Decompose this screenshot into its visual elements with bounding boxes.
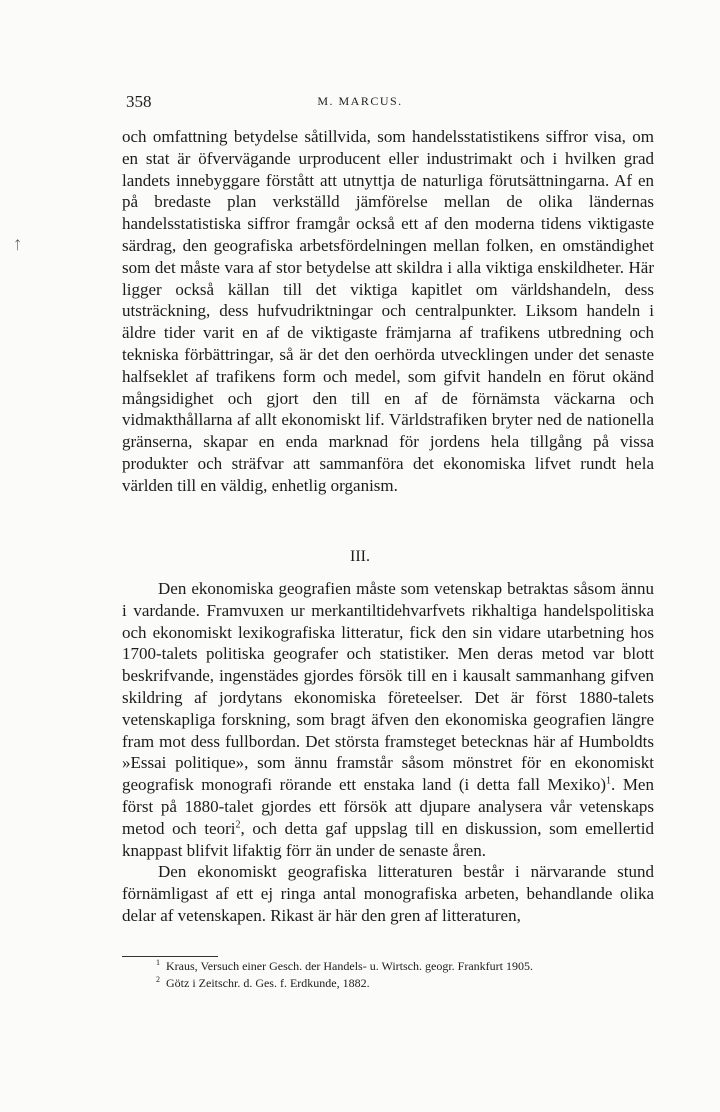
paragraph-2-part-2: . Men först på 1880-talet gjordes ett försök att djupare analysera vår vetenskaps metod och teori bbox=[122, 775, 654, 838]
paragraph-2-part-1: Den ekonomiska geografien måste som vetenskap betraktas såsom ännu i vardande. Framvuxen ur merkantiltidehvarfvets rikhaltiga handelspolitiska och ekonomiskt lexikografiska litteratur, fick den sin vidare utarbetning hos 1700-talets politiska geografer och statistiker. Men deras metod var blott beskrifvande, ingenstädes gjordes försök till en i kausalt sammanhang gifven skildring af jordytans ekonomiska företeelser. Det är först 1880-talets vetenskapliga forskning, som bragt äfven den ekonomiska geografien längre fram mot dess fullbordan. Det största framsteget betecknas här af Humboldts »Essai politique», som ännu framstår såsom mönstret för en ekonomiskt geografisk monografi rörande ett enstaka land (i detta fall Mexiko) bbox=[122, 579, 654, 795]
margin-mark: ᛏ bbox=[14, 238, 22, 252]
footnote-marker: 1 bbox=[156, 958, 160, 967]
footnote-1 bbox=[156, 958, 656, 975]
footnote-divider bbox=[122, 956, 218, 957]
page-number: 358 bbox=[126, 92, 152, 111]
paragraph-2 bbox=[122, 578, 654, 861]
footnote-text: Kraus, Versuch einer Gesch. der Handels- u. Wirtsch. geogr. Frankfurt 1905. bbox=[166, 959, 533, 973]
footnote-text: Götz i Zeitschr. d. Ges. f. Erdkunde, 1882. bbox=[166, 976, 370, 990]
paragraph-2-part-3: , och detta gaf uppslag till en diskussion, som emellertid knappast blifvit lifaktig förr än under de senaste åren. bbox=[122, 818, 654, 860]
body-text-top bbox=[122, 126, 654, 497]
body-text-bottom bbox=[122, 578, 654, 927]
footnote-reference-2: 2 bbox=[235, 819, 241, 831]
footnote-2 bbox=[156, 975, 656, 992]
running-head: M. MARCUS. bbox=[317, 94, 403, 108]
footnotes bbox=[156, 958, 656, 992]
footnote-marker: 2 bbox=[156, 975, 160, 984]
footnote-reference-1: 1 bbox=[606, 775, 612, 787]
section-heading: III. bbox=[350, 548, 370, 565]
paragraph-3: Den ekonomiskt geografiska litteraturen består i närvarande stund förnämligast af ett ej ringa antal monografiska arbeten, behandlande olika delar af vetenskapen. Rikast är här den gren af litteraturen, bbox=[122, 862, 654, 925]
paragraph-1: och omfattning betydelse såtillvida, som handelsstatistikens siffror visa, om en stat är öfvervägande urproducent eller industrimakt och i hvilken grad landets innebyggare förstått att utnyttja de naturliga förutsättningarna. Af en på bredaste plan verkställd jämförelse mellan de olika ländernas handelsstatistiska siffror framgår också ett af den moderna tidens viktigaste särdrag, den geografiska arbetsfördelningen mellan folken, en omständighet som det måste vara af stor betydelse att skildra i alla viktiga enskildheter. Här ligger också källan till det viktiga kapitlet om världshandeln, dess utsträckning, dess hufvudriktningar och centralpunkter. Liksom handeln i äldre tider varit en af de viktigaste främjarna af trafikens utbredning och tekniska förbättringar, så är det den oerhörda utvecklingen under det senaste halfseklet af trafikens form och medel, som gifvit handeln en förut okänd mångsidighet och gjort den till en af de förnämsta väckarna och vidmakthållarna af allt ekonomiskt lif. Världstrafiken bryter ned de nationella gränserna, skapar en enda marknad för jordens hela tillgång på vissa produkter och sträfvar att sammanföra det ekonomiska lifvet rundt hela världen till en väldig, enhetlig organism. bbox=[122, 127, 654, 495]
